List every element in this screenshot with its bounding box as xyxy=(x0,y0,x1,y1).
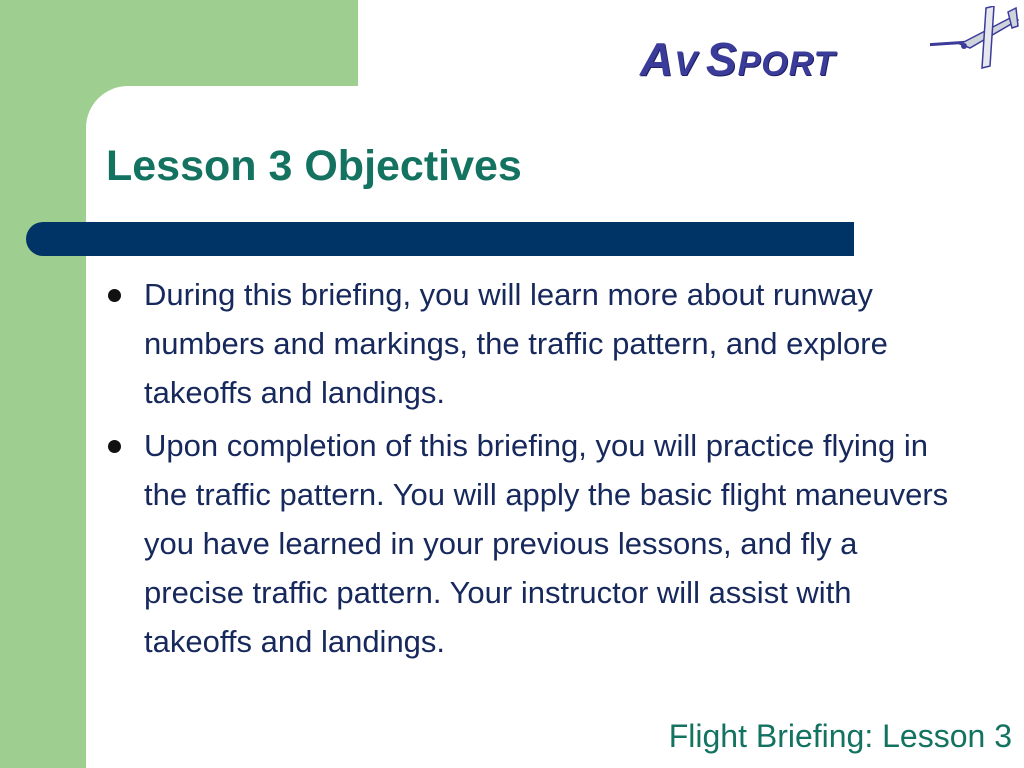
logo-letter-a: A xyxy=(640,33,675,85)
airplane-icon xyxy=(930,6,1020,70)
bullet-text: Upon completion of this briefing, you will practice flying in the traffic pattern. You will apply the basic flight maneuvers you have learned in your previous lessons, and fly a precise traffic pattern. Your instructor will assist with takeoffs and landings. xyxy=(144,428,949,659)
logo-wordmark xyxy=(640,32,835,86)
bullet-item xyxy=(104,270,964,417)
logo-letters-port: PORT xyxy=(737,45,836,83)
bullet-text: During this briefing, you will learn more about runway numbers and markings, the traffic pattern, and explore takeoffs and landings. xyxy=(144,277,888,410)
bullet-dot-icon xyxy=(108,440,121,453)
logo-letter-s: S xyxy=(705,33,738,85)
bullet-list xyxy=(104,270,964,670)
avsport-logo xyxy=(640,6,1020,86)
title-divider-bar xyxy=(26,222,854,256)
logo-letter-v: V xyxy=(674,45,698,83)
bullet-item xyxy=(104,421,964,666)
bullet-dot-icon xyxy=(108,289,121,302)
slide-footer: Flight Briefing: Lesson 3 xyxy=(668,718,1012,754)
slide-title: Lesson 3 Objectives xyxy=(106,142,522,190)
